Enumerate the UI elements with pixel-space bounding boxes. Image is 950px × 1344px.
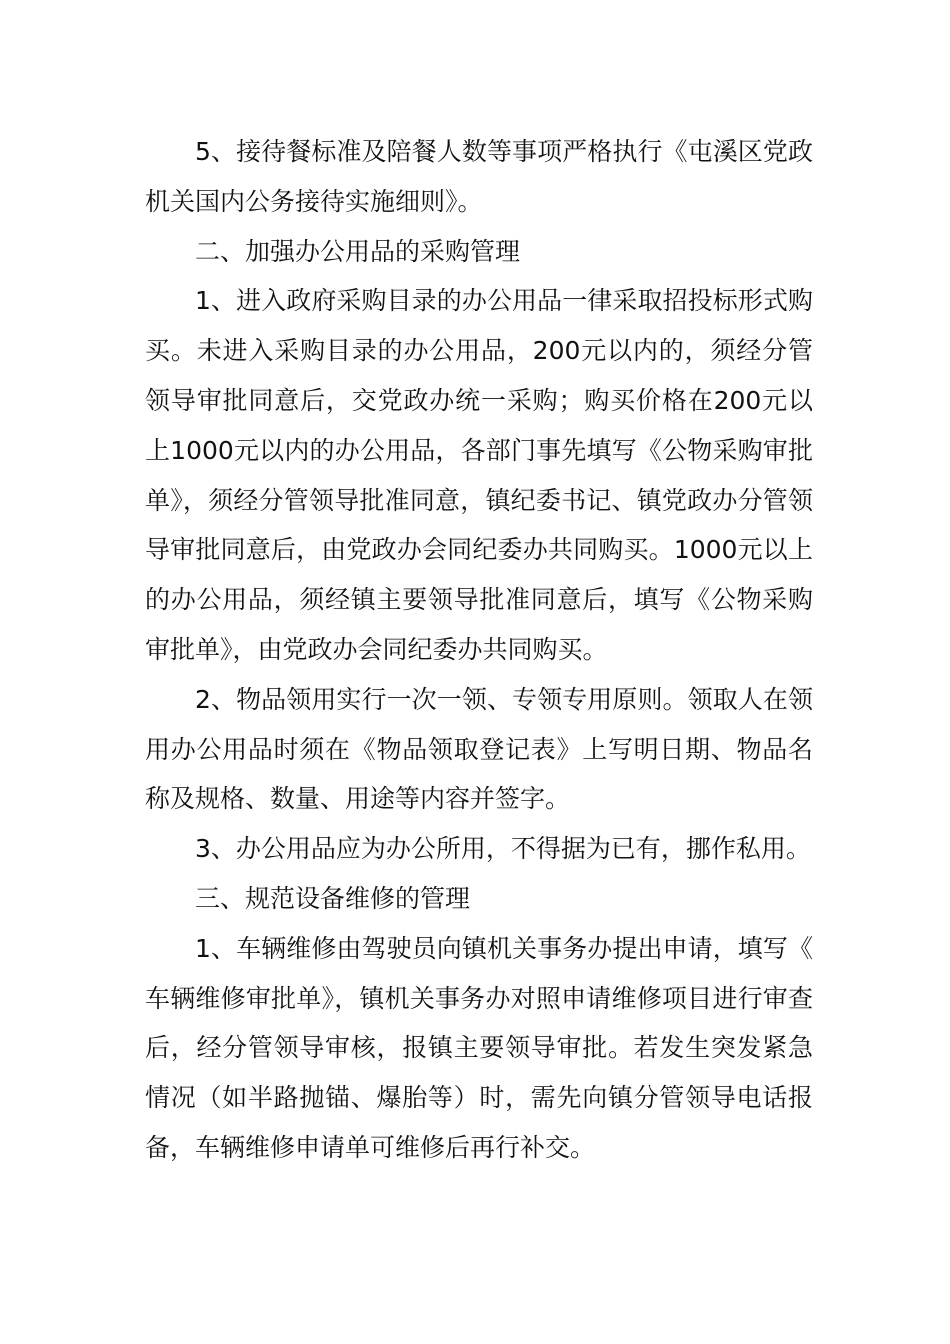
paragraph-maintenance-1: 1、车辆维修由驾驶员向镇机关事务办提出申请，填写《车辆维修审批单》，镇机关事务办对照申请维修项目进行审查后，经分管领导审核，报镇主要领导审批。若发生突发紧急情况（如半路抛锚、爆胎等）时，需先向镇分管领导电话报备，车辆维修申请单可维修后再行补交。 (145, 933, 813, 1162)
paragraph-procurement-1: 1、进入政府采购目录的办公用品一律采取招投标形式购买。未进入采购目录的办公用品，200元以内的，须经分管领导审批同意后，交党政办统一采购；购买价格在200元以上1000元以内的办公用品，各部门事先填写《公物采购审批单》，须经分管领导批准同意，镇纪委书记、镇党政办分管领导审批同意后，由党政办会同纪委办共同购买。1000元以上的办公用品，须经镇主要领导批准同意后，填写《公物采购审批单》，由党政办会同纪委办共同购买。 (145, 286, 813, 664)
document-body (145, 127, 813, 1173)
paragraph-item-5: 5、接待餐标准及陪餐人数等事项严格执行《屯溪区党政机关国内公务接待实施细则》。 (145, 137, 813, 216)
section-heading-procurement: 二、加强办公用品的采购管理 (195, 236, 521, 266)
paragraph-procurement-2: 2、物品领用实行一次一领、专领专用原则。领取人在领用办公用品时须在《物品领取登记表》上写明日期、物品名称及规格、数量、用途等内容并签字。 (145, 684, 813, 814)
paragraph-procurement-3: 3、办公用品应为办公所用，不得据为已有，挪作私用。 (195, 834, 811, 864)
section-heading-maintenance: 三、规范设备维修的管理 (195, 883, 471, 913)
